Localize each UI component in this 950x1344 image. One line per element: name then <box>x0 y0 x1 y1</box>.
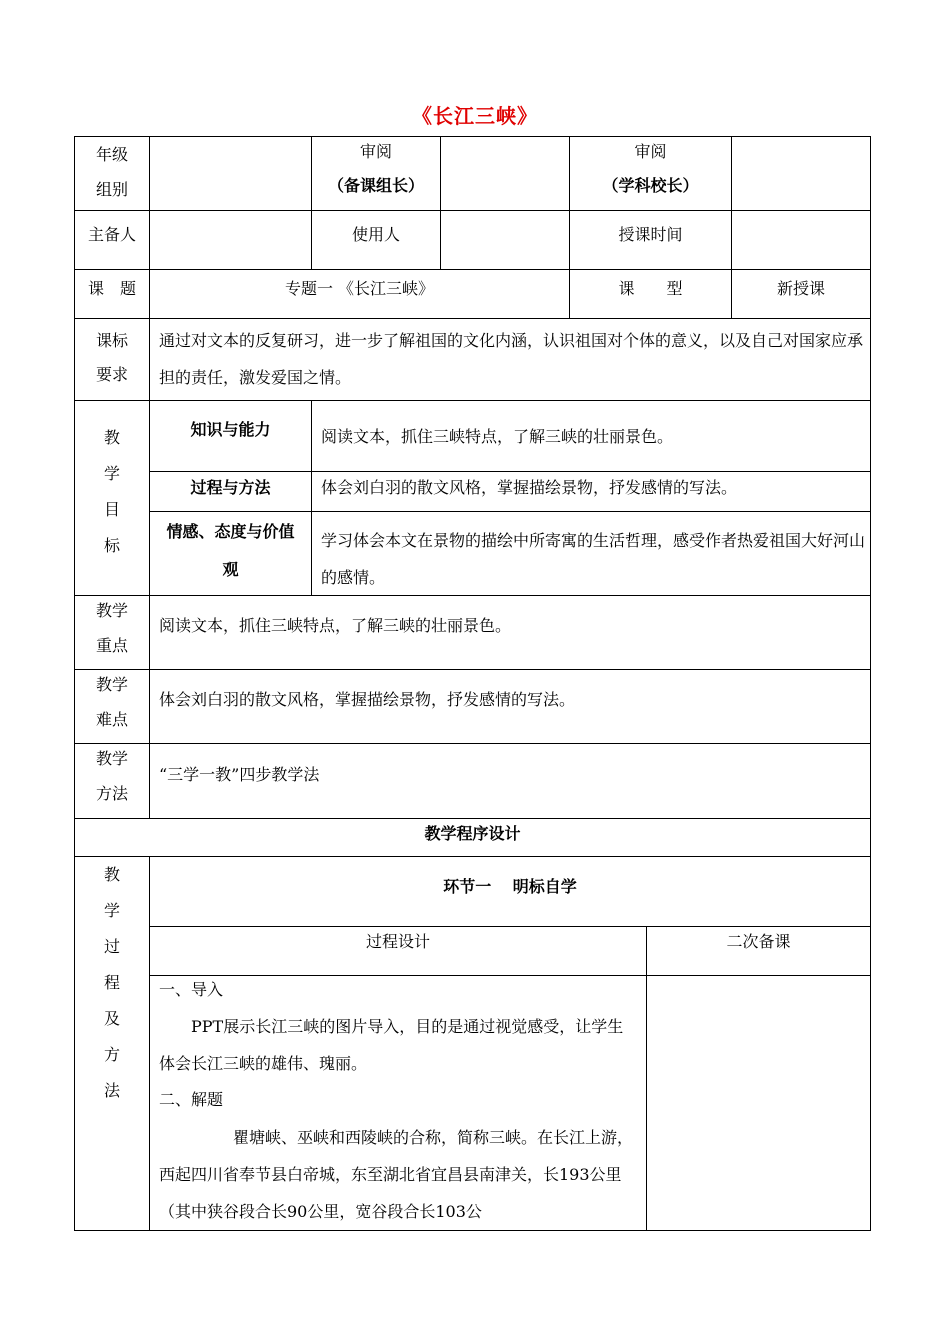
focus-label-cell <box>74 595 150 670</box>
standard-text-cell <box>149 318 871 401</box>
second-prep-header: 二次备课 <box>726 932 791 951</box>
type-value: 新授课 <box>776 279 825 298</box>
type-label-cell <box>569 269 732 319</box>
review-leader-label-cell <box>311 136 441 211</box>
topic-value-cell <box>149 269 570 319</box>
goal-emotion-text: 学习体会本文在景物的描绘中所寄寓的生活哲理，感受作者热爱祖国大好河山的感情。 <box>321 531 866 587</box>
goals-label-char: 教 <box>103 428 120 447</box>
review-label: 审阅 <box>359 142 392 161</box>
grade-label-cell <box>74 136 150 211</box>
section-title: 环节一 明标自学 <box>443 877 577 896</box>
focus-text-cell <box>149 595 871 670</box>
process-side-char: 教 <box>103 865 120 884</box>
process-side-char: 及 <box>103 1009 120 1028</box>
preparer-label-cell <box>74 210 150 270</box>
process-side-char: 法 <box>103 1081 120 1100</box>
method-label-2: 方法 <box>95 784 128 803</box>
goals-label-char: 标 <box>103 536 120 555</box>
section-title-cell <box>149 856 871 927</box>
user-value-cell <box>440 210 570 270</box>
standard-text: 通过对文本的反复研习，进一步了解祖国的文化内涵，认识祖国对个体的意义，以及自己对国家应承担的责任，激发爱国之情。 <box>159 331 864 387</box>
review-principal-label: （学科校长） <box>602 176 699 195</box>
review-principal-label-cell <box>569 136 732 211</box>
user-label: 使用人 <box>351 225 400 244</box>
method-text-cell <box>149 743 871 819</box>
program-heading: 教学程序设计 <box>424 824 521 843</box>
time-value-cell <box>731 210 871 270</box>
difficulty-text: 体会刘白羽的散文风格，掌握描绘景物，抒发感情的写法。 <box>159 690 576 709</box>
method-text: “三学一教”四步教学法 <box>159 765 320 784</box>
review-label-2: 审阅 <box>634 142 667 161</box>
process-side-char: 程 <box>103 973 120 992</box>
focus-text: 阅读文本，抓住三峡特点，了解三峡的壮丽景色。 <box>159 616 512 635</box>
difficulty-label-2: 难点 <box>95 710 128 729</box>
process-side-char: 过 <box>103 937 120 956</box>
document-title: 《长江三峡》 <box>412 104 538 128</box>
process-design-header-cell <box>149 926 647 976</box>
review-principal-value-cell <box>731 136 871 211</box>
process-side-char: 学 <box>103 901 120 920</box>
goal-process-label: 过程与方法 <box>190 478 271 497</box>
step-intro-text: PPT展示长江三峡的图片导入，目的是通过视觉感受，让学生体会长江三峡的雄伟、瑰丽。 <box>159 1017 624 1073</box>
group-label: 组别 <box>95 180 128 199</box>
review-group-leader-label: （备课组长） <box>327 176 424 195</box>
standard-label-2: 要求 <box>95 365 128 384</box>
user-label-cell <box>311 210 441 270</box>
type-value-cell <box>731 269 871 319</box>
preparer-label: 主备人 <box>87 225 136 244</box>
goals-label-char: 学 <box>103 464 120 483</box>
standard-label-cell <box>74 318 150 401</box>
difficulty-label-cell <box>74 669 150 744</box>
process-content-cell <box>149 975 647 1231</box>
goal-process-text-cell <box>311 471 871 512</box>
method-label-cell <box>74 743 150 819</box>
process-design-header: 过程设计 <box>365 932 430 951</box>
method-label: 教学 <box>95 749 128 768</box>
topic-label-cell <box>74 269 150 319</box>
goal-knowledge-text: 阅读文本，抓住三峡特点，了解三峡的壮丽景色。 <box>321 427 674 446</box>
difficulty-text-cell <box>149 669 871 744</box>
topic-label: 课 题 <box>87 279 136 298</box>
type-label: 课 型 <box>618 279 683 298</box>
goal-knowledge-label: 知识与能力 <box>190 420 271 439</box>
process-side-cell <box>74 856 150 1231</box>
goal-emotion-text-cell <box>311 511 871 596</box>
second-prep-content-cell <box>646 975 871 1231</box>
focus-label: 教学 <box>95 601 128 620</box>
second-prep-header-cell <box>646 926 871 976</box>
preparer-value-cell <box>149 210 312 270</box>
grade-label: 年级 <box>95 145 128 164</box>
goal-emotion-label-cell <box>149 511 312 596</box>
goal-process-text: 体会刘白羽的散文风格，掌握描绘景物，抒发感情的写法。 <box>321 478 738 497</box>
time-label: 授课时间 <box>618 225 683 244</box>
goals-label-cell <box>74 400 150 596</box>
step-explain-title: 二、解题 <box>159 1090 224 1109</box>
lesson-plan-table <box>74 136 871 1231</box>
goal-process-label-cell <box>149 471 312 512</box>
goal-knowledge-text-cell <box>311 400 871 472</box>
time-label-cell <box>569 210 732 270</box>
program-heading-cell <box>74 818 871 857</box>
grade-value-cell <box>149 136 312 211</box>
difficulty-label: 教学 <box>95 675 128 694</box>
standard-label: 课标 <box>95 331 128 350</box>
step-explain-text: 瞿塘峡、巫峡和西陵峡的合称，简称三峡。在长江上游，西起四川省奉节县白帝城，东至湖北省宜昌县南津关，长193公里（其中狭谷段合长90公里，宽谷段合长103公 <box>159 1128 634 1221</box>
goal-emotion-label: 情感、态度与价值 <box>166 522 295 541</box>
focus-label-2: 重点 <box>95 636 128 655</box>
review-leader-value-cell <box>440 136 570 211</box>
topic-value: 专题一 《长江三峡》 <box>284 279 435 298</box>
process-side-char: 方 <box>103 1045 120 1064</box>
step-intro-title: 一、导入 <box>159 980 224 999</box>
goal-knowledge-label-cell <box>149 400 312 472</box>
goals-label-char: 目 <box>103 500 120 519</box>
goal-emotion-label-2: 观 <box>222 560 239 579</box>
